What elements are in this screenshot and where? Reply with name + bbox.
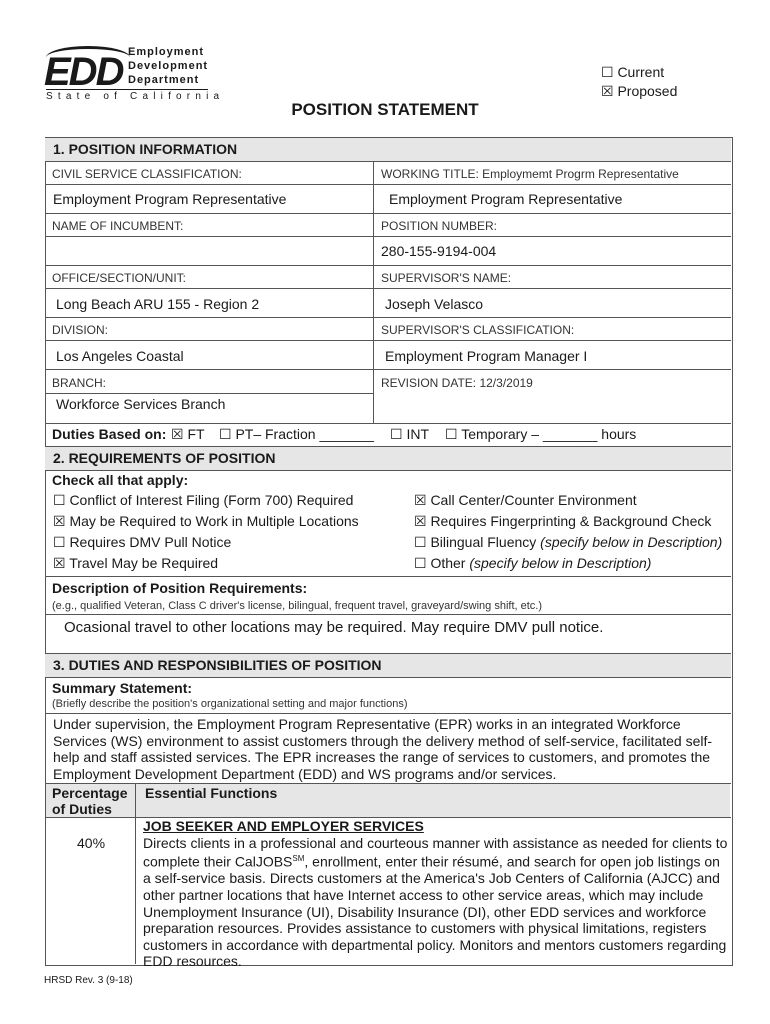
desc-requirements-hint: (e.g., qualified Veteran, Class C driver's license, bilingual, frequent travel, graveyard/swing shift, etc.): [52, 600, 542, 612]
req-fingerprint-checkbox[interactable]: ☒ Requires Fingerprinting & Background Check: [414, 513, 712, 529]
current-checkbox[interactable]: ☐ Current: [601, 64, 665, 80]
position-number-label: POSITION NUMBER:: [381, 219, 498, 233]
supervisor-class-value[interactable]: Employment Program Manager I: [385, 348, 588, 364]
proposed-checkbox[interactable]: ☒ Proposed: [601, 83, 678, 99]
req-bilingual-checkbox[interactable]: ☐ Bilingual Fluency (specify below in Description): [414, 534, 723, 550]
supervisor-class-label: SUPERVISOR'S CLASSIFICATION:: [381, 323, 575, 337]
section2-title: 2. REQUIREMENTS OF POSITION: [53, 450, 276, 466]
supervisor-name-value[interactable]: Joseph Velasco: [385, 296, 484, 312]
desc-requirements-heading: Description of Position Requirements:: [52, 580, 308, 596]
supervisor-name-label: SUPERVISOR'S NAME:: [381, 271, 512, 285]
req-dmv-checkbox[interactable]: ☐ Requires DMV Pull Notice: [53, 534, 232, 550]
branch-label: BRANCH:: [52, 376, 107, 390]
division-value[interactable]: Los Angeles Coastal: [56, 348, 184, 364]
duties-pt-checkbox[interactable]: ☐ PT– Fraction _______: [219, 426, 374, 442]
summary-heading: Summary Statement:: [52, 680, 193, 696]
duty-title: JOB SEEKER AND EMPLOYER SERVICES: [143, 818, 424, 834]
office-value[interactable]: Long Beach ARU 155 - Region 2: [56, 296, 260, 312]
section1-title: 1. POSITION INFORMATION: [53, 141, 238, 157]
req-multiple-locations-checkbox[interactable]: ☒ May be Required to Work in Multiple Locations: [53, 513, 359, 529]
bilingual-note: (specify below in Description): [540, 534, 723, 550]
summary-text[interactable]: Under supervision, the Employment Program Representative (EPR) works in an integrated Workforce Services (WS) environment to assist customers through the delivery method of self-service, facilitated self- help and staff assisted services. The EPR increases the range of services to customers, and promotes the Employment Development Department (EDD) and WS programs and/or services.: [53, 716, 713, 782]
logo-state: State of California: [46, 91, 225, 102]
duties-ft-checkbox[interactable]: ☒ FT: [171, 426, 205, 442]
edd-logo: EDD: [44, 50, 123, 94]
duties-temp-checkbox[interactable]: ☐ Temporary – _______ hours: [445, 426, 637, 442]
req-other-checkbox[interactable]: ☐ Other (specify below in Description): [414, 555, 652, 571]
branch-value[interactable]: Workforce Services Branch: [56, 396, 226, 412]
duties-column-divider: [135, 783, 136, 964]
logo-department-name: Employment Development Department: [128, 46, 209, 86]
col-essential-label: Essential Functions: [145, 785, 278, 801]
check-all-label: Check all that apply:: [52, 472, 189, 488]
page-title: POSITION STATEMENT: [291, 100, 479, 119]
section1-divider: [373, 161, 374, 423]
revision-date-label: REVISION DATE: 12/3/2019: [381, 376, 533, 390]
incumbent-label: NAME OF INCUMBENT:: [52, 219, 184, 233]
desc-requirements-value[interactable]: Ocasional travel to other locations may be required. May require DMV pull notice.: [64, 619, 604, 636]
logo-rule: [46, 89, 208, 90]
section3-title: 3. DUTIES AND RESPONSIBILITIES OF POSITION: [53, 657, 382, 673]
position-number-value[interactable]: 280-155-9194-004: [381, 243, 497, 259]
col-percentage-label: Percentage: [52, 785, 128, 801]
col-of-duties-label: of Duties: [52, 801, 112, 817]
working-title-value[interactable]: Employment Program Representative: [389, 191, 623, 207]
duties-int-checkbox[interactable]: ☐ INT: [390, 426, 429, 442]
summary-hint: (Briefly describe the position's organizational setting and major functions): [52, 698, 408, 710]
office-label: OFFICE/SECTION/UNIT:: [52, 271, 187, 285]
division-label: DIVISION:: [52, 323, 109, 337]
civil-service-label: CIVIL SERVICE CLASSIFICATION:: [52, 167, 242, 181]
req-travel-checkbox[interactable]: ☒ Travel May be Required: [53, 555, 219, 571]
working-title-label: WORKING TITLE: Employmemt Progrm Representative: [381, 167, 679, 181]
req-conflict-checkbox[interactable]: ☐ Conflict of Interest Filing (Form 700) Required: [53, 492, 354, 508]
duty-description[interactable]: JOB SEEKER AND EMPLOYER SERVICES Directs clients in a professional and courteous manner with assistance as needed for clients to complete their CalJOBS℠, enrollment, enter their résumé, and search for open job listings on a self-service basis. Directs customers at the America's Job Centers of California (AJCC) and other partner locations that have Internet access to other service areas, which may include Unemployment Insurance (UI), Disability Insurance (DI), other EDD services and workforce preparation resources. Provides assistance to customers with physical limitations, registers customers in accordance with departmental policy. Monitors and mentors customers regarding EDD resources.: [143, 818, 728, 970]
civil-service-value[interactable]: Employment Program Representative: [53, 191, 287, 207]
duty-percent[interactable]: 40%: [77, 835, 106, 851]
form-id: HRSD Rev. 3 (9-18): [44, 975, 133, 986]
req-call-center-checkbox[interactable]: ☒ Call Center/Counter Environment: [414, 492, 637, 508]
duties-based-label: Duties Based on:: [52, 426, 167, 442]
other-note: (specify below in Description): [469, 555, 652, 571]
